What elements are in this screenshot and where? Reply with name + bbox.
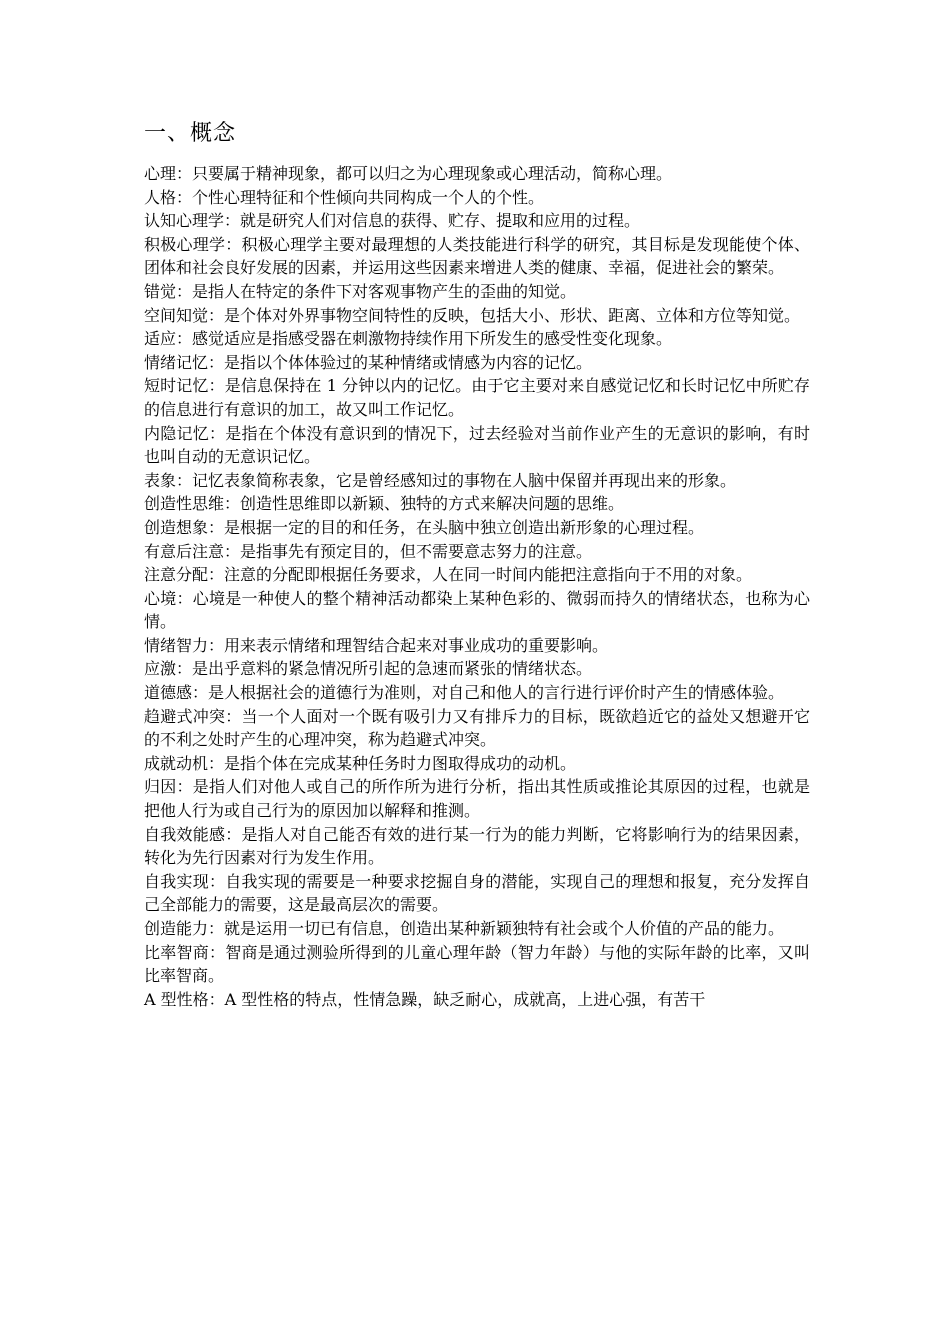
definition-entry: 自我实现：自我实现的需要是一种要求挖掘自身的潜能，实现自己的理想和报复，充分发挥自己全部能力的需要，这是最高层次的需要。: [144, 871, 810, 915]
definition-entry: 空间知觉：是个体对外界事物空间特性的反映，包括大小、形状、距离、立体和方位等知觉。: [144, 305, 801, 325]
definition-entry: 比率智商：智商是通过测验所得到的儿童心理年龄（智力年龄）与他的实际年龄的比率，又叫比率智商。: [144, 942, 810, 986]
definition-entry: 情绪智力：用来表示情绪和理智结合起来对事业成功的重要影响。: [144, 635, 609, 655]
definition-entry: 表象：记忆表象简称表象，它是曾经感知过的事物在人脑中保留并再现出来的形象。: [144, 470, 737, 490]
definition-entry: 错觉：是指人在特定的条件下对客观事物产生的歪曲的知觉。: [144, 281, 577, 301]
definition-entry: 注意分配：注意的分配即根据任务要求，人在同一时间内能把注意指向于不用的对象。: [144, 565, 753, 585]
definition-list: [144, 162, 810, 1011]
definition-entry: 短时记忆：是信息保持在 1 分钟以内的记忆。由于它主要对来自感觉记忆和长时记忆中所贮存的信息进行有意识的加工，故又叫工作记忆。: [144, 376, 810, 419]
definition-entry: 有意后注意：是指事先有预定目的，但不需要意志努力的注意。: [144, 541, 593, 561]
definition-entry: 趋避式冲突：当一个人面对一个既有吸引力又有排斥力的目标，既欲趋近它的益处又想避开它的不利之处时产生的心理冲突，称为趋避式冲突。: [144, 706, 810, 750]
definition-entry: 心境：心境是一种使人的整个精神活动都染上某种色彩的、微弱而持久的情绪状态，也称为心情。: [144, 588, 810, 632]
definition-entry: 创造性思维：创造性思维即以新颖、独特的方式来解决问题的思维。: [144, 494, 625, 514]
definition-entry: 适应：感觉适应是指感受器在刺激物持续作用下所发生的感受性变化现象。: [144, 329, 673, 349]
definition-entry: 道德感：是人根据社会的道德行为准则，对自己和他人的言行进行评价时产生的情感体验。: [144, 683, 785, 703]
definition-entry: 认知心理学：就是研究人们对信息的获得、贮存、提取和应用的过程。: [144, 211, 641, 231]
definition-entry: 自我效能感：是指人对自己能否有效的进行某一行为的能力判断，它将影响行为的结果因素，转化为先行因素对行为发生作用。: [144, 824, 810, 868]
definition-entry: 积极心理学：积极心理学主要对最理想的人类技能进行科学的研究，其目标是发现能使个体、团体和社会良好发展的因素，并运用这些因素来增进人类的健康、幸福，促进社会的繁荣。: [144, 234, 810, 278]
definition-entry: 创造想象：是根据一定的目的和任务，在头脑中独立创造出新形象的心理过程。: [144, 517, 705, 537]
section-heading: 一、概念: [144, 121, 237, 146]
definition-entry: 情绪记忆：是指以个体体验过的某种情绪或情感为内容的记忆。: [144, 352, 593, 372]
definition-entry: 成就动机：是指个体在完成某种任务时力图取得成功的动机。: [144, 753, 577, 773]
definition-entry: 创造能力：就是运用一切已有信息，创造出某种新颖独特有社会或个人价值的产品的能力。: [144, 919, 785, 938]
definition-entry: 应激：是出乎意料的紧急情况所引起的急速而紧张的情绪状态。: [144, 659, 593, 679]
document-page: [144, 118, 810, 1011]
definition-entry: 心理：只要属于精神现象，都可以归之为心理现象或心理活动，简称心理。: [144, 164, 673, 183]
definition-entry: 归因：是指人们对他人或自己的所作所为进行分析，指出其性质或推论其原因的过程，也就是把他人行为或自己行为的原因加以解释和推测。: [144, 777, 810, 821]
definition-entry: 内隐记忆：是指在个体没有意识到的情况下，过去经验对当前作业产生的无意识的影响，有时也叫自动的无意识记忆。: [144, 423, 810, 467]
definition-entry: A 型性格：A 型性格的特点，性情急躁，缺乏耐心，成就高，上进心强，有苦干: [144, 989, 706, 1009]
definition-entry: 人格：个性心理特征和个性倾向共同构成一个人的个性。: [144, 187, 545, 207]
